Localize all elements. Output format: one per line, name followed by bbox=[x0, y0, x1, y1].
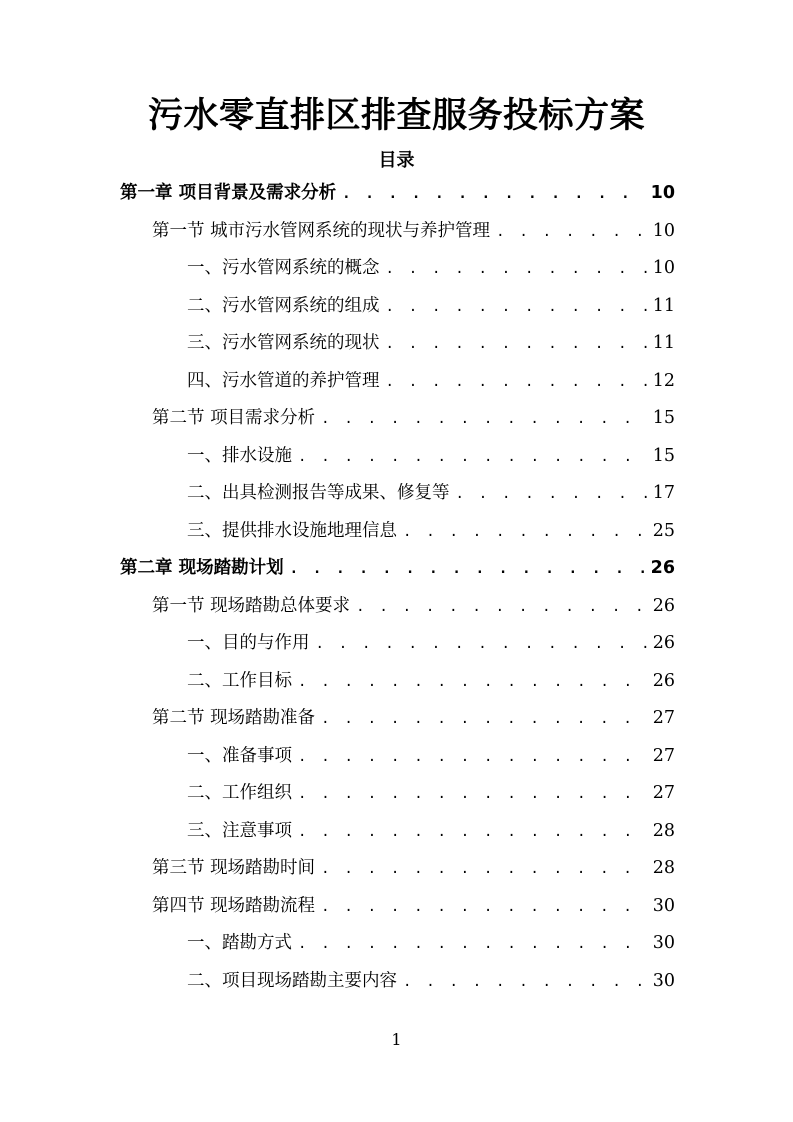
toc-entry[interactable] bbox=[120, 250, 675, 288]
toc-entry-label: 一、准备事项 bbox=[187, 745, 292, 766]
dot-leader bbox=[496, 214, 647, 252]
toc-entry[interactable] bbox=[120, 813, 675, 851]
toc-entry[interactable] bbox=[120, 438, 675, 476]
toc-entry-page: 11 bbox=[652, 333, 675, 353]
toc-entry-page: 15 bbox=[652, 445, 675, 466]
toc-entry-label: 三、注意事项 bbox=[187, 820, 292, 841]
toc-entry-label: 二、工作组织 bbox=[187, 783, 292, 803]
page-number: 1 bbox=[391, 1030, 402, 1049]
toc-entry-label: 第四节 现场踏勘流程 bbox=[152, 895, 316, 916]
toc-entry[interactable] bbox=[120, 625, 675, 663]
toc-entry[interactable] bbox=[120, 963, 675, 1001]
toc-entry-label: 第一章 项目背景及需求分析 bbox=[120, 183, 337, 203]
toc-entry-page: 10 bbox=[652, 220, 675, 241]
toc-entry-page: 26 bbox=[652, 633, 675, 653]
dot-leader bbox=[298, 926, 647, 964]
dot-leader bbox=[316, 626, 647, 664]
dot-leader bbox=[403, 514, 647, 552]
toc-entry[interactable] bbox=[120, 663, 675, 701]
toc-entry-label: 二、污水管网系统的组成 bbox=[187, 295, 380, 316]
toc-entry-label: 三、污水管网系统的现状 bbox=[187, 333, 380, 353]
toc-entry[interactable] bbox=[120, 738, 675, 776]
toc-entry[interactable] bbox=[120, 888, 675, 926]
toc-entry-label: 一、污水管网系统的概念 bbox=[187, 258, 380, 278]
document-title: 污水零直排区排查服务投标方案 bbox=[147, 95, 645, 136]
dot-leader bbox=[321, 889, 647, 927]
toc-entry-page: 27 bbox=[652, 708, 675, 728]
dot-leader bbox=[298, 664, 647, 702]
toc-entry[interactable] bbox=[120, 775, 675, 813]
toc-entry-page: 30 bbox=[652, 970, 675, 991]
toc-entry-page: 27 bbox=[652, 783, 675, 803]
toc-entry-page: 11 bbox=[652, 295, 675, 316]
toc-entry[interactable] bbox=[120, 325, 675, 363]
toc-entry-label: 第一节 城市污水管网系统的现状与养护管理 bbox=[152, 220, 491, 241]
dot-leader bbox=[403, 964, 647, 1002]
dot-leader bbox=[298, 776, 647, 814]
toc-entry-label: 一、排水设施 bbox=[187, 445, 292, 466]
toc-entry-page: 27 bbox=[652, 745, 675, 766]
dot-leader bbox=[456, 476, 647, 514]
toc-entry-label: 二、项目现场踏勘主要内容 bbox=[187, 970, 397, 991]
dot-leader bbox=[342, 176, 645, 214]
toc-entry-page: 26 bbox=[652, 670, 675, 691]
toc-entry-page: 28 bbox=[652, 858, 675, 878]
toc-entry-label: 第二节 项目需求分析 bbox=[152, 408, 316, 428]
toc-entry-page: 30 bbox=[652, 895, 675, 916]
toc-entry[interactable] bbox=[120, 588, 675, 626]
toc-entry-page: 26 bbox=[650, 558, 675, 578]
toc-entry-page: 26 bbox=[652, 595, 675, 616]
toc-entry[interactable] bbox=[120, 363, 675, 401]
toc-entry-label: 第一节 现场踏勘总体要求 bbox=[152, 595, 351, 616]
dot-leader bbox=[298, 439, 647, 477]
toc-entry[interactable] bbox=[120, 288, 675, 326]
dot-leader bbox=[298, 814, 647, 852]
dot-leader bbox=[386, 251, 647, 289]
toc-entry-label: 一、目的与作用 bbox=[187, 633, 310, 653]
table-of-contents bbox=[120, 175, 675, 1000]
toc-entry[interactable] bbox=[120, 175, 675, 213]
dot-leader bbox=[290, 551, 645, 589]
toc-entry-page: 30 bbox=[652, 933, 675, 953]
toc-entry[interactable] bbox=[120, 925, 675, 963]
toc-entry-page: 15 bbox=[652, 408, 675, 428]
toc-entry-page: 25 bbox=[652, 520, 675, 541]
toc-entry-page: 12 bbox=[652, 370, 675, 391]
dot-leader bbox=[298, 739, 647, 777]
dot-leader bbox=[321, 401, 647, 439]
toc-entry-label: 三、提供排水设施地理信息 bbox=[187, 520, 397, 541]
toc-entry-label: 二、工作目标 bbox=[187, 670, 292, 691]
toc-entry-label: 第二章 现场踏勘计划 bbox=[120, 558, 284, 578]
toc-entry[interactable] bbox=[120, 513, 675, 551]
dot-leader bbox=[386, 364, 647, 402]
toc-entry[interactable] bbox=[120, 400, 675, 438]
toc-entry-page: 28 bbox=[652, 820, 675, 841]
toc-entry-page: 10 bbox=[652, 258, 675, 278]
toc-entry-page: 17 bbox=[652, 483, 675, 503]
toc-entry[interactable] bbox=[120, 550, 675, 588]
dot-leader bbox=[386, 289, 647, 327]
dot-leader bbox=[321, 851, 647, 889]
toc-entry-label: 第三节 现场踏勘时间 bbox=[152, 858, 316, 878]
toc-entry-label: 第二节 现场踏勘准备 bbox=[152, 708, 316, 728]
dot-leader bbox=[356, 589, 647, 627]
toc-entry[interactable] bbox=[120, 700, 675, 738]
toc-entry[interactable] bbox=[120, 850, 675, 888]
dot-leader bbox=[321, 701, 647, 739]
toc-entry-label: 一、踏勘方式 bbox=[187, 933, 292, 953]
toc-entry-label: 二、出具检测报告等成果、修复等 bbox=[187, 483, 450, 503]
toc-entry[interactable] bbox=[120, 475, 675, 513]
dot-leader bbox=[386, 326, 647, 364]
toc-entry-page: 10 bbox=[650, 183, 675, 203]
toc-heading: 目录 bbox=[378, 150, 415, 171]
toc-entry[interactable] bbox=[120, 213, 675, 251]
toc-entry-label: 四、污水管道的养护管理 bbox=[187, 370, 380, 391]
